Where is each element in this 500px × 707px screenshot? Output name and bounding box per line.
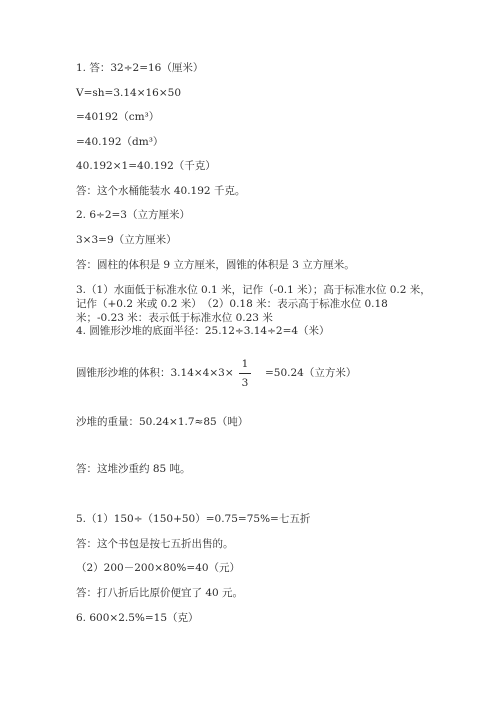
answer-5-line-3: （2）200－200×80%=40（元） (76, 562, 241, 574)
answer-1-line-1: 1. 答：32÷2=16（厘米） (76, 62, 204, 74)
answer-2-conclusion: 答：圆柱的体积是 9 立方厘米，圆锥的体积是 3 立方厘米。 (76, 259, 355, 271)
answer-5-conclusion: 答：打八折后比原价便宜了 40 元。 (76, 587, 244, 599)
fraction-denominator: 3 (241, 377, 249, 389)
answer-1-line-2: V=sh=3.14×16×50 (76, 87, 182, 99)
answer-4-line-3: 沙堆的重量：50.24×1.7≈85（吨） (76, 416, 249, 428)
answer-1-line-3: =40192（cm³） (76, 111, 160, 123)
fraction-one-third (238, 358, 252, 389)
fraction-bar (239, 373, 251, 374)
answer-1-line-4: =40.192（dm³） (76, 136, 164, 148)
answer-1-line-5: 40.192×1=40.192（千克） (76, 160, 216, 172)
answer-6-line-1: 6. 600×2.5%=15（克） (76, 612, 199, 624)
answer-5-line-2: 答：这个书包是按七五折出售的。 (76, 538, 234, 550)
answer-4-conclusion: 答：这堆沙重约 85 吨。 (76, 463, 191, 475)
answer-4-line-2-right: =50.24（立方米） (265, 367, 357, 379)
answer-2-line-2: 3×3=9（立方厘米） (76, 234, 177, 246)
answer-2-line-1: 2. 6÷2=3（立方厘米） (76, 209, 190, 221)
fraction-numerator: 1 (241, 358, 249, 370)
answer-4-line-1: 4. 圆锥形沙堆的底面半径：25.12÷3.14÷2=4（米） (76, 325, 330, 337)
answer-3-paragraph: 3.（1）水面低于标准水位 0.1 米，记作（-0.1 米）；高于标准水位 0.2 米，记作（+0.2 米或 0.2 米） （2）0.18 米：表示高于标准水位 0.18 米；-0.23 米：表示低于标准水位 0.23 米 (76, 284, 431, 324)
answer-4-line-2-left: 圆锥形沙堆的体积：3.14×4×3× (76, 367, 234, 379)
answer-5-line-1: 5.（1）150÷（150+50）=0.75=75%=七五折 (76, 513, 311, 525)
answer-1-conclusion: 答：这个水桶能装水 40.192 千克。 (76, 185, 246, 197)
